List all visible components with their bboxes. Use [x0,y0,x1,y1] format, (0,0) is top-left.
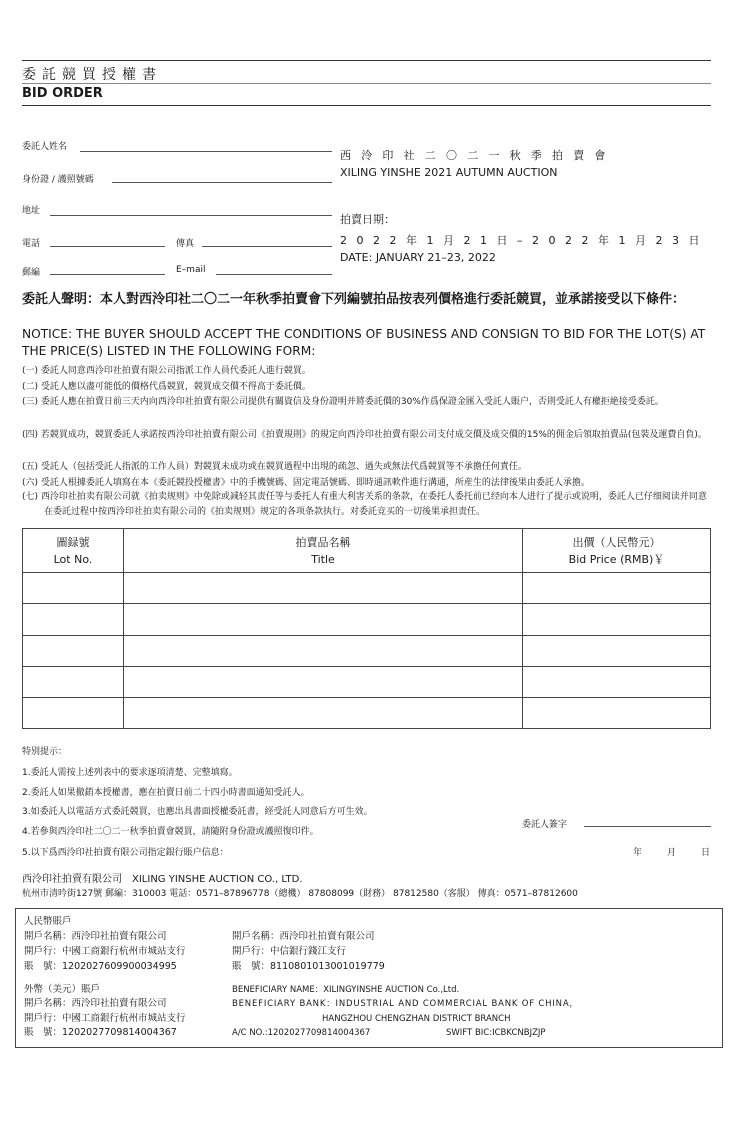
fax-field[interactable] [202,246,332,247]
bid-price-cell[interactable] [523,697,711,728]
condition-3: (三) 委託人應在拍賣日前三天内向西泠印社拍賣有限公司提供有關資信及身份證明并將委託價的30%作爲保證金匯入受託人賬户，否則受託人有權拒絶接受委託。 [22,397,664,407]
note-4: 4.若參與西泠印社二〇二一秋季拍賣會競買，請隨附身份證或護照復印件。 [22,827,319,837]
condition-5: (五) 受託人（包括受託人指派的工作人員）對競買未成功或在競買過程中出現的疏忽、過失或無法代爲競買等不承擔任何責任。 [22,462,527,472]
declaration-en: NOTICE: THE BUYER SHOULD ACCEPT THE CONDITIONS OF BUSINESS AND CONSIGN TO BID FOR THE LOT(S) AT THE PRICE(S) LISTED IN THE FOLLOWING FORM: [22,327,706,358]
signature-field[interactable] [584,826,711,827]
table-header-row [23,529,711,573]
lot-table [22,528,711,729]
condition-1: (一) 委託人同意西泠印社拍賣有限公司指派工作人員代委託人進行競買。 [22,366,311,376]
date-day: 日 [701,848,711,858]
company-name: 西泠印社拍賣有限公司 XILING YINSHE AUCTION CO., LTD. [22,874,303,885]
bid-price-cell[interactable] [523,573,711,604]
label-id-number: 身份證 / 護照號碼 [22,175,94,185]
usd-account-title: 外幣（美元）賬戶 [24,984,101,995]
bank-accounts-box [15,908,723,1048]
auction-date-en: DATE: JANUARY 21–23, 2022 [340,251,496,264]
header-title-en: Title [311,552,335,566]
table-row [23,573,711,604]
auction-name-cn: 西泠印社二〇二一秋季拍賣會 [340,149,616,162]
bid-price-cell[interactable] [523,635,711,666]
label-postcode: 郵編 [22,268,41,278]
top-rule [22,60,711,61]
header-bid-price [523,529,711,573]
condition-6: (六) 受託人根據委託人填寫在本《委託競投授權書》中的手機號碼、固定電話號碼、即時通訊軟件進行溝通，所産生的法律後果由委託人承擔。 [22,478,590,488]
rmb-1-account: 賬 號：1202027609900034995 [24,961,177,972]
auction-date-cn: 2022年1月21日–2022年1月23日 [340,234,709,247]
header-lot-no-en: Lot No. [53,552,93,566]
lot-no-cell[interactable] [23,573,124,604]
lot-no-cell[interactable] [23,604,124,635]
swift-code: SWIFT BIC:ICBKCNBJZJP [446,1028,546,1038]
bid-price-cell[interactable] [523,604,711,635]
beneficiary-name: BENEFICIARY NAME：XILINGYINSHE AUCTION Co.,Ltd. [232,985,460,995]
usd-account: 賬 號：1202027709814004367 [24,1027,177,1038]
id-number-field[interactable] [112,182,332,183]
phone-field[interactable] [50,246,165,247]
header-bid-price-en: Bid Price (RMB)￥ [568,552,665,566]
rmb-1-bank: 開戶行：中國工商銀行杭州市城站支行 [24,946,186,957]
name-field[interactable] [80,151,332,152]
title-cell[interactable] [124,635,523,666]
usd-name: 開戶名稱：西泠印社拍賣有限公司 [24,998,167,1009]
date-year: 年 [633,848,643,858]
notes-title: 特别提示： [22,747,68,757]
condition-4: (四) 若競買成功，競買委託人承諾按西泠印社拍賣有限公司《拍賣規則》的規定向西泠印社拍賣有限公司支付成交價及成交價的15%的佣金后領取拍賣品(包裝及運費自負)。 [22,430,707,440]
ac-number: A/C NO.:1202027709814004367 [232,1028,371,1038]
rmb-2-account: 賬 號：8110801013001019779 [232,961,385,972]
label-address: 地址 [22,206,41,216]
lot-no-cell[interactable] [23,666,124,697]
header-lot-no-cn: 圖録號 [56,535,90,549]
table-row [23,666,711,697]
beneficiary-branch: HANGZHOU CHENGZHAN DISTRICT BRANCH [322,1014,511,1024]
header-lot-no [23,529,124,573]
header-title [124,529,523,573]
rmb-2-name: 開戶名稱：西泠印社拍賣有限公司 [232,931,375,942]
lot-no-cell[interactable] [23,697,124,728]
note-1: 1.委託人需按上述列表中的要求逐項清楚、完整填寫。 [22,768,238,778]
header-bid-price-cn: 出價（人民幣元） [572,535,661,549]
label-name: 委託人姓名 [22,142,68,152]
condition-7: (七) 西泠印社拍卖有限公司就《拍卖规则》中免除或减轻其责任等与委托人有重大利害关系的条款，在委托人委托前已经向本人进行了提示或说明，委託人已仔细阅读并同意在委託过程中按西泠印社拍卖有限公司的《拍卖规则》规定的各项条款执行。对委託竞买的一切後果承担责任。 [22,492,707,517]
auction-name-en: XILING YINSHE 2021 AUTUMN AUCTION [340,166,558,179]
label-fax: 傳真 [176,239,195,249]
company-contact: 杭州市清吟街127號 郵編：310003 電話：0571–87896778（總機） 87808099（財務） 87812580（客服） 傳真：0571–87812600 [22,889,578,899]
usd-bank: 開戶行：中國工商銀行杭州市城站支行 [24,1013,186,1024]
rmb-2-bank: 開戶行：中信銀行錢江支行 [232,946,347,957]
condition-2: (二) 受託人應以盡可能低的價格代爲競買，競買成交價不得高于委託價。 [22,382,311,392]
label-email: E–mail [176,265,206,275]
declaration-cn: 委託人聲明：本人對西泠印社二〇二一年秋季拍賣會下列編號拍品按表列價格進行委託競買，並承諾接受以下條件： [22,292,686,307]
table-row [23,697,711,728]
title-cell[interactable] [124,666,523,697]
header-bottom-rule [22,105,711,106]
note-5: 5.以下爲西泠印社拍賣有限公司指定銀行賬户信息： [22,848,229,858]
rmb-1-name: 開戶名稱：西泠印社拍賣有限公司 [24,931,167,942]
postcode-field[interactable] [50,274,165,275]
note-3: 3.如委託人以電話方式委託競買，也應出具書面授權委託書，經受託人同意后方可生效。 [22,807,373,817]
title-cell[interactable] [124,697,523,728]
form-title-en: BID ORDER [22,86,103,101]
email-field[interactable] [216,274,332,275]
form-title-cn: 委託競買授權書 [22,67,162,83]
title-cell[interactable] [124,604,523,635]
bid-price-cell[interactable] [523,666,711,697]
title-cell[interactable] [124,573,523,604]
rmb-account-title: 人民幣賬戶 [24,916,72,927]
lot-no-cell[interactable] [23,635,124,666]
header-title-cn: 拍賣品名稱 [295,535,351,549]
label-phone: 電話 [22,239,41,249]
note-2: 2.委託人如果撤銷本授權書，應在拍賣日前二十四小時書面通知受託人。 [22,788,310,798]
title-rule [22,83,711,84]
table-row [23,604,711,635]
date-month: 月 [667,848,677,858]
auction-date-label: 拍賣日期： [340,213,395,226]
beneficiary-bank: BENEFICIARY BANK：INDUSTRIAL AND COMMERCIAL BANK OF CHINA， [232,999,579,1009]
signature-label: 委託人簽字 [522,820,568,830]
table-row [23,635,711,666]
address-field[interactable] [50,215,332,216]
